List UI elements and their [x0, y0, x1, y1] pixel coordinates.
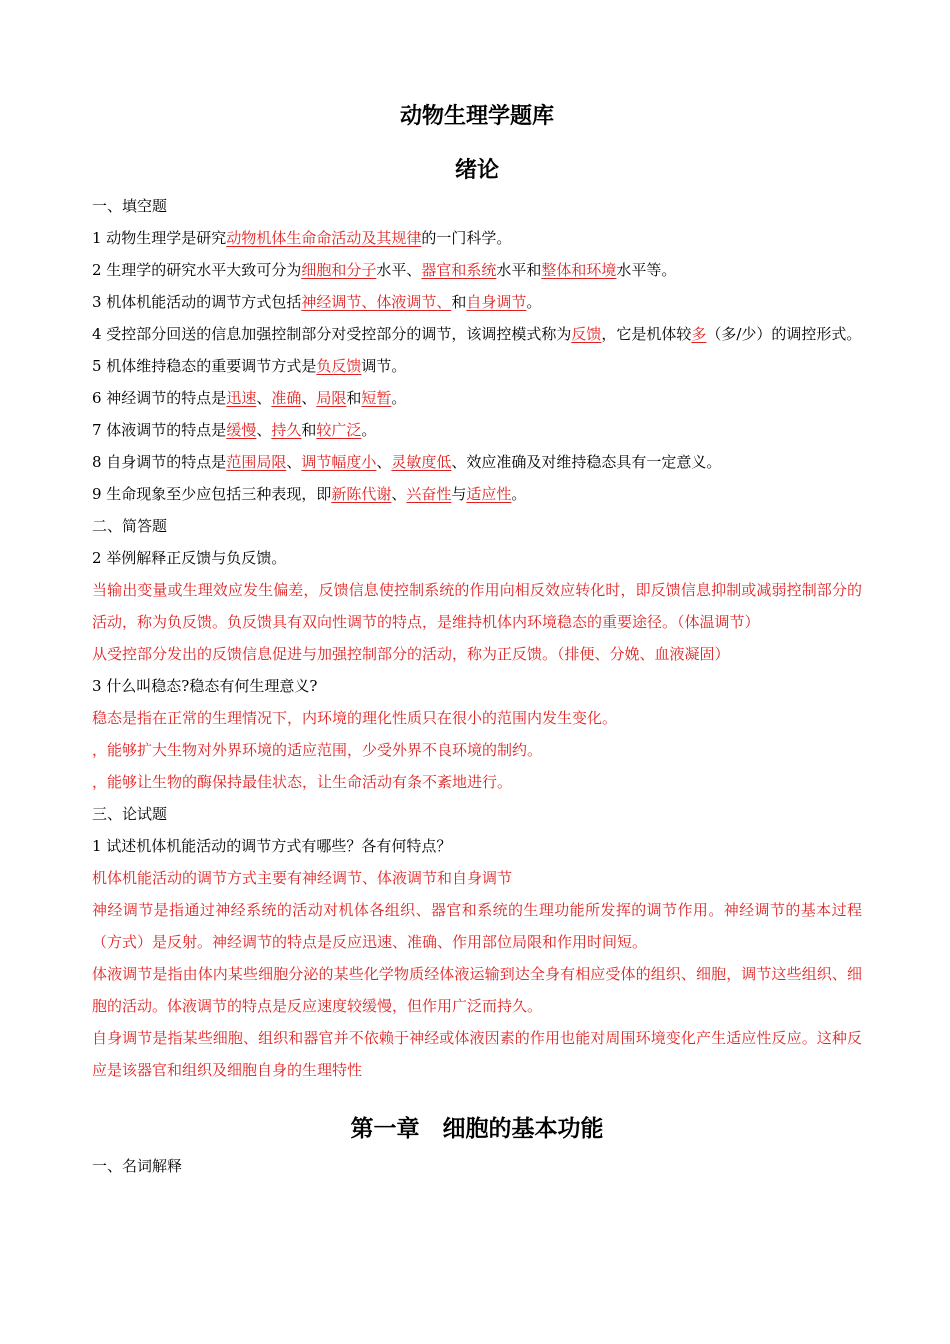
section-heading-intro: 绪论 — [454, 158, 499, 183]
answer: 整体和环境 — [541, 261, 617, 279]
doc-title: 动物生理学题库 — [399, 104, 554, 129]
answer: 迅速 — [226, 389, 257, 407]
short-answer-2b: 从受控部分发出的反馈信息促进与加强控制部分的活动，称为正反馈。（排便、分娩、血液凝固） — [92, 645, 730, 663]
answer: 范围局限 — [226, 453, 287, 471]
question-8: 8 自身调节的特点是范围局限、调节幅度小、灵敏度低、效应准确及对维持稳态具有一定意义。 — [92, 453, 722, 471]
question-4: 4 受控部分回送的信息加强控制部分对受控部分的调节，该调控模式称为反馈，它是机体较多（多/少）的调控形式。 — [92, 325, 862, 343]
answer: 器官和系统 — [421, 261, 497, 279]
question-6: 6 神经调节的特点是迅速、准确、局限和短暂。 — [92, 389, 407, 407]
question-3: 3 机体机能活动的调节方式包括神经调节、体液调节、和自身调节。 — [92, 293, 542, 311]
answer: 新陈代谢 — [331, 485, 392, 503]
answer: 准确 — [271, 389, 302, 407]
answer: 兴奋性 — [406, 485, 452, 503]
short-answer-3b: ，能够扩大生物对外界环境的适应范围，少受外界不良环境的制约。 — [92, 741, 543, 759]
answer: 动物机体生命命活动及其规律 — [226, 229, 422, 247]
sec-essay: 三、论试题 — [92, 805, 168, 823]
answer: 较广泛 — [316, 421, 362, 439]
essay-answer-2: 神经调节是指通过神经系统的活动对机体各组织、器官和系统的生理功能所发挥的调节作用。神经调节的基本过程（方式）是反射。神经调节的特点是反应迅速、准确、作用部位局限和作用时间短。 — [92, 901, 862, 951]
answer: 局限 — [316, 389, 347, 407]
question-1: 1 动物生理学是研究动物机体生命命活动及其规律的一门科学。 — [92, 229, 512, 247]
answer: 负反馈 — [316, 357, 362, 375]
answer: 持久 — [271, 421, 302, 439]
answer: 神经调节、体液调节、 — [301, 293, 452, 311]
answer: 适应性 — [466, 485, 512, 503]
question-5: 5 机体维持稳态的重要调节方式是负反馈调节。 — [92, 357, 407, 375]
essay-answer-3: 体液调节是指由体内某些细胞分泌的某些化学物质经体液运输到达全身有相应受体的组织、细胞，调节这些组织、细胞的活动。体液调节的特点是反应速度较缓慢，但作用广泛而持久。 — [92, 965, 862, 1015]
question-7: 7 体液调节的特点是缓慢、持久和较广泛。 — [92, 421, 377, 439]
answer: 缓慢 — [226, 421, 257, 439]
sec-fill-blank: 一、填空题 — [92, 197, 168, 215]
answer: 短暂 — [361, 389, 392, 407]
short-answer-3c: ，能够让生物的酶保持最佳状态，让生命活动有条不紊地进行。 — [92, 773, 513, 791]
question-9: 9 生命现象至少应包括三种表现，即新陈代谢、兴奋性与适应性。 — [92, 485, 527, 503]
question-2: 2 生理学的研究水平大致可分为细胞和分子水平、器官和系统水平和整体和环境水平等。 — [92, 261, 677, 279]
essay-answer-4: 自身调节是指某些细胞、组织和器官并不依赖于神经或体液因素的作用也能对周围环境变化产生适应性反应。这种反应是该器官和组织及细胞自身的生理特性 — [92, 1029, 862, 1079]
sec-term-explanation: 一、名词解释 — [92, 1157, 183, 1175]
answer: 多 — [691, 325, 707, 343]
short-answer-2a: 当输出变量或生理效应发生偏差，反馈信息使控制系统的作用向相反效应转化时，即反馈信息抑制或减弱控制部分的活动，称为负反馈。负反馈具有双向性调节的特点，是维持机体内环境稳态的重要途径。（体温调节） — [92, 581, 862, 631]
short-answer-3a: 稳态是指在正常的生理情况下，内环境的理化性质只在很小的范围内发生变化。 — [92, 709, 618, 727]
document-page — [92, 100, 862, 1182]
answer: 反馈 — [571, 325, 602, 343]
answer: 灵敏度低 — [391, 453, 452, 471]
short-question-3: 3 什么叫稳态?稳态有何生理意义? — [92, 677, 318, 695]
answer: 细胞和分子 — [301, 261, 377, 279]
answer: 调节幅度小 — [301, 453, 377, 471]
short-question-2: 2 举例解释正反馈与负反馈。 — [92, 549, 287, 567]
answer: 自身调节 — [466, 293, 527, 311]
chapter-heading: 第一章 细胞的基本功能 — [350, 1116, 604, 1142]
essay-question-1: 1 试述机体机能活动的调节方式有哪些？各有何特点？ — [92, 837, 452, 855]
sec-short-answer: 二、简答题 — [92, 517, 168, 535]
essay-answer-1: 机体机能活动的调节方式主要有神经调节、体液调节和自身调节 — [92, 869, 513, 887]
